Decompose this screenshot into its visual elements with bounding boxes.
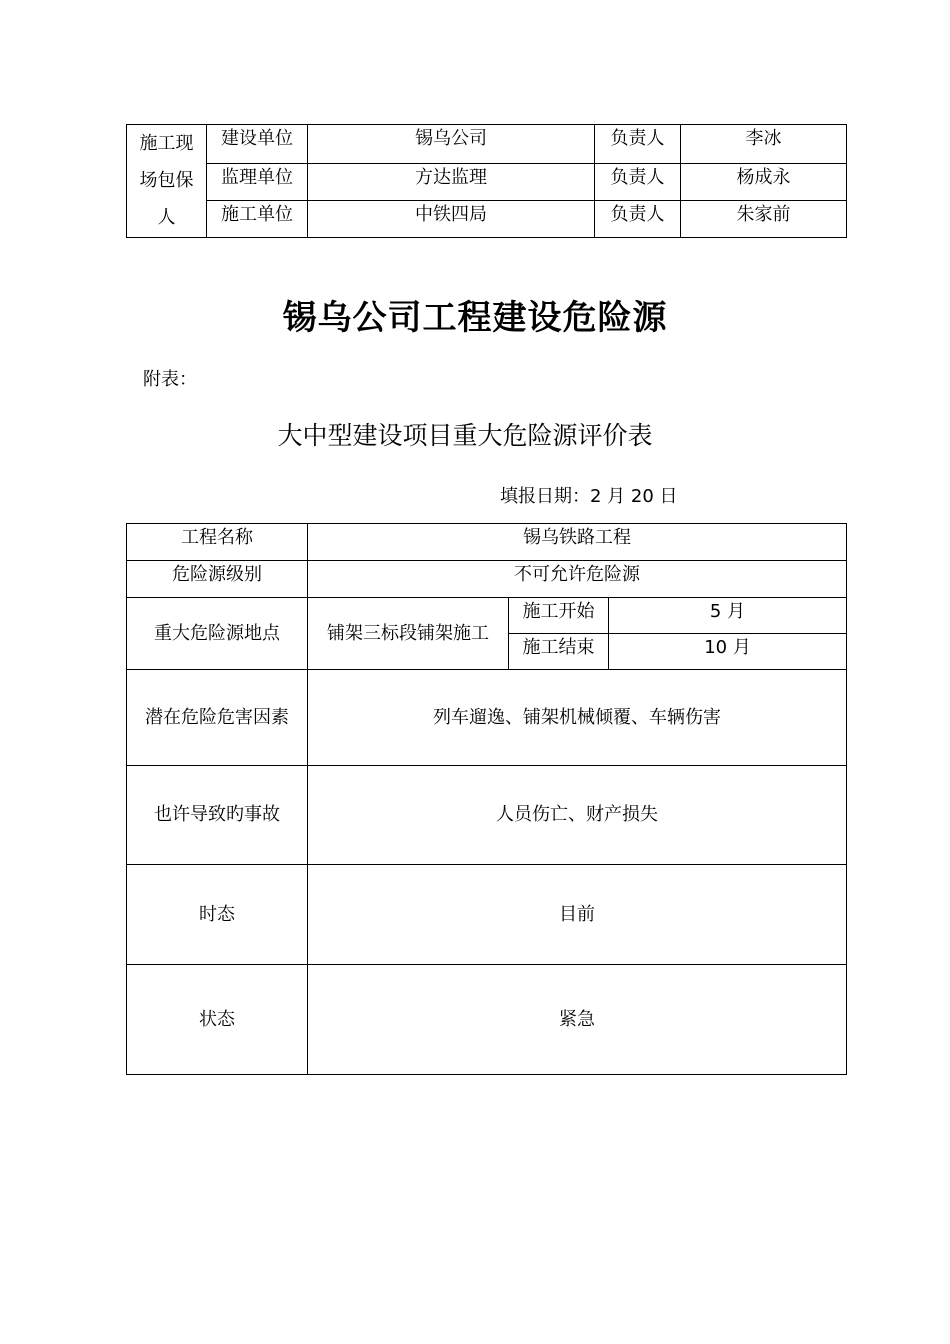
hazard-factors-label: 潜在危险危害因素 (127, 670, 308, 766)
status-value: 紧急 (308, 965, 847, 1075)
status-label: 状态 (127, 965, 308, 1075)
hazard-location-label: 重大危险源地点 (127, 598, 308, 670)
guarantee-table (126, 124, 847, 238)
guarantee-side-label-line: 场包保 (139, 170, 194, 191)
start-label: 施工开始 (509, 598, 609, 634)
evaluation-table (126, 523, 847, 1075)
person-cell: 朱家前 (681, 201, 847, 238)
unit-type-cell: 施工单位 (207, 201, 308, 238)
end-value: 10 月 (609, 634, 847, 670)
unit-type-cell: 建设单位 (207, 125, 308, 164)
person-cell: 李冰 (681, 125, 847, 164)
hazard-level-label: 危险源级别 (127, 561, 308, 598)
tense-label: 时态 (127, 865, 308, 965)
role-cell: 负责人 (595, 125, 681, 164)
possible-accident-value: 人员伤亡、财产损失 (308, 766, 847, 865)
document-title: 锡乌公司工程建设危险源 (282, 298, 668, 338)
role-cell: 负责人 (595, 164, 681, 201)
report-date: 填报日期：2 月 20 日 (500, 486, 678, 507)
hazard-location-value: 铺架三标段铺架施工 (308, 598, 509, 670)
project-name-label: 工程名称 (127, 524, 308, 561)
unit-name-cell: 中铁四局 (308, 201, 595, 238)
role-cell: 负责人 (595, 201, 681, 238)
unit-type-cell: 监理单位 (207, 164, 308, 201)
start-value: 5 月 (609, 598, 847, 634)
guarantee-side-label-line: 施工现 (139, 133, 194, 154)
tense-value: 目前 (308, 865, 847, 965)
attachment-label: 附表： (143, 369, 197, 390)
guarantee-side-label (127, 125, 207, 238)
possible-accident-label: 也许导致旳事故 (127, 766, 308, 865)
guarantee-side-label-line: 人 (157, 207, 176, 228)
form-title: 大中型建设项目重大危险源评价表 (277, 421, 653, 450)
unit-name-cell: 锡乌公司 (308, 125, 595, 164)
person-cell: 杨成永 (681, 164, 847, 201)
hazard-level-value: 不可允许危险源 (308, 561, 847, 598)
end-label: 施工结束 (509, 634, 609, 670)
project-name-value: 锡乌铁路工程 (308, 524, 847, 561)
hazard-factors-value: 列车遛逸、铺架机械倾覆、车辆伤害 (308, 670, 847, 766)
unit-name-cell: 方达监理 (308, 164, 595, 201)
